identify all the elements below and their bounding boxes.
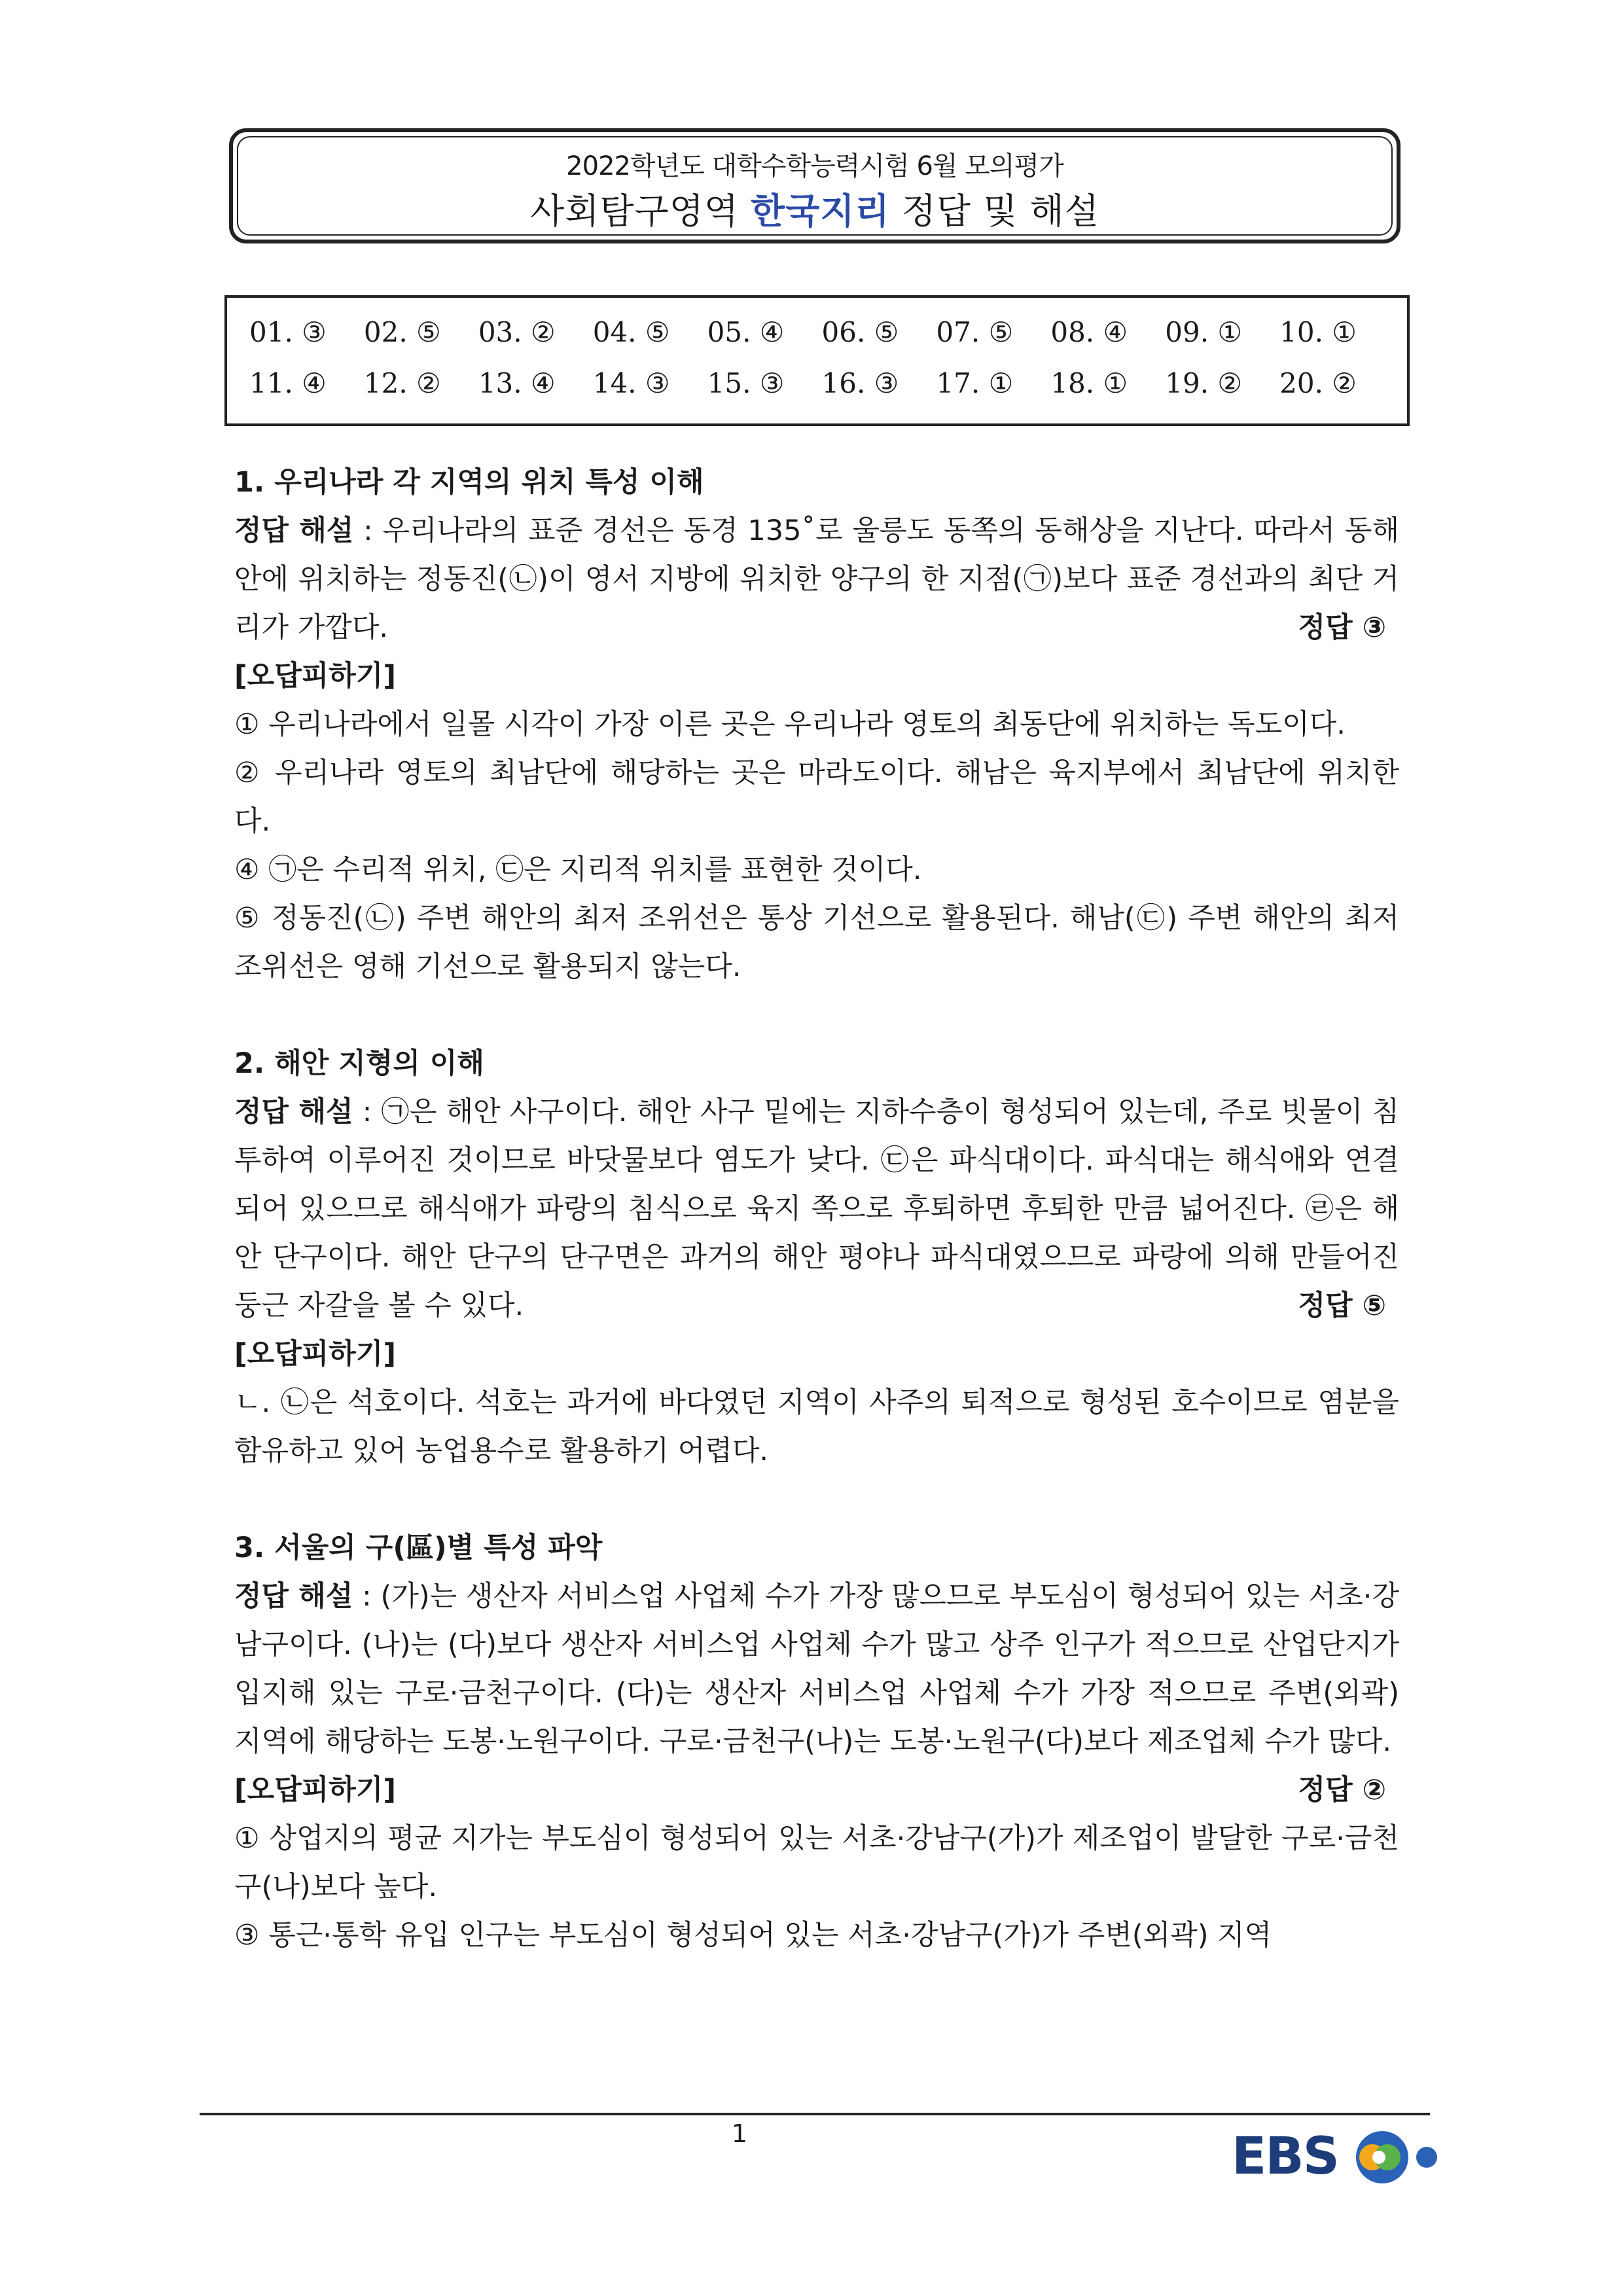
answer-cell: 14. ③ xyxy=(592,367,670,399)
answer-cell: 06. ⑤ xyxy=(821,316,899,348)
explanation-paragraph xyxy=(234,507,1399,652)
answer-key-table xyxy=(224,295,1410,426)
ebs-logo xyxy=(1232,2118,1448,2197)
answer-cell: 19. ② xyxy=(1165,367,1243,399)
footer-rule xyxy=(200,2113,1430,2115)
ebs-logo-text: EBS xyxy=(1232,2127,1338,2186)
wrong-answers-heading: [오답피하기] xyxy=(234,1774,396,1806)
page-number: 1 xyxy=(731,2119,748,2148)
wrong-answer-item: ⑤ 정동진(㉡) 주변 해안의 최저 조위선은 통상 기선으로 활용된다. 해남(㉢) 주변 해안의 최저 조위선은 영해 기선으로 활용되지 않는다. xyxy=(234,902,1399,983)
answer-cell: 07. ⑤ xyxy=(936,316,1014,348)
answer-cell: 17. ① xyxy=(936,367,1014,399)
title-suffix: 정답 및 해설 xyxy=(901,190,1099,232)
explanation-label: 정답 해설 xyxy=(234,1096,353,1128)
answer-cell: 15. ③ xyxy=(707,367,785,399)
answer-cell: 12. ② xyxy=(363,367,441,399)
answer-cell: 08. ④ xyxy=(1050,316,1128,348)
ebs-logo-circles-icon xyxy=(1232,2118,1448,2197)
answer-cell: 02. ⑤ xyxy=(363,316,441,348)
section-title: 3. 서울의 구(區)별 특성 파악 xyxy=(234,1532,603,1564)
answer-cell: 04. ⑤ xyxy=(592,316,670,348)
answer-cell: 01. ③ xyxy=(249,316,327,348)
answer-cell: 05. ④ xyxy=(707,316,785,348)
subject-title xyxy=(233,183,1397,234)
explanation-label: 정답 해설 xyxy=(234,1580,353,1613)
answer-cell: 10. ① xyxy=(1279,316,1357,348)
wrong-answer-item: ㄴ. ㉡은 석호이다. 석호는 과거에 바다였던 지역이 사주의 퇴적으로 형성된 호수이므로 염분을 함유하고 있어 농업용수로 활용하기 어렵다. xyxy=(234,1386,1399,1467)
wrong-answers-heading: [오답피하기] xyxy=(234,660,396,692)
section-title: 1. 우리나라 각 지역의 위치 특성 이해 xyxy=(234,466,704,499)
explanation-label: 정답 해설 xyxy=(234,514,354,547)
answer-row-1 xyxy=(249,316,1394,358)
wrong-answer-item: ④ ㉠은 수리적 위치, ㉢은 지리적 위치를 표현한 것이다. xyxy=(234,853,922,886)
section-2 xyxy=(234,1039,1399,1475)
section-3 xyxy=(234,1524,1399,1960)
answer-tag: 정답 ⑤ xyxy=(1298,1289,1386,1322)
explanations xyxy=(234,458,1399,1960)
explanation-text: : ㉠은 해안 사구이다. 해안 사구 밑에는 지하수층이 형성되어 있는데, 주로 빗물이 침투하여 이루어진 것이므로 바닷물보다 염도가 낮다. ㉢은 파식대이다. 파식대는 해식애와 연결되어 있으므로 해식애가 파랑의 침식으로 육지 쪽으로 후퇴하면 후퇴한 만큼 넓어진다. ㉣은 해안 단구이다. 해안 단구의 단구면은 과거의 해안 평야나 파식대였으므로 파랑에 의해 만들어진 둥근 자갈을 볼 수 있다. xyxy=(234,1096,1400,1322)
answer-tag: 정답 ② xyxy=(1298,1774,1386,1806)
answer-cell: 20. ② xyxy=(1279,367,1357,399)
wrong-answer-item: ① 우리나라에서 일몰 시각이 가장 이른 곳은 우리나라 영토의 최동단에 위치하는 독도이다. xyxy=(234,708,1346,741)
wrong-answer-item: ③ 통근·통학 유입 인구는 부도심이 형성되어 있는 서초·강남구(가)가 주변(외곽) 지역 xyxy=(234,1919,1272,1952)
answer-cell: 18. ① xyxy=(1050,367,1128,399)
area-label: 사회탐구영역 xyxy=(530,190,740,232)
answer-cell: 13. ④ xyxy=(478,367,556,399)
answer-tag: 정답 ③ xyxy=(1298,611,1386,644)
explanation-text: : (가)는 생산자 서비스업 사업체 수가 가장 많으므로 부도심이 형성되어 있는 서초·강남구이다. (나)는 (다)보다 생산자 서비스업 사업체 수가 많고 상주 인구가 적으므로 산업단지가 입지해 있는 구로·금천구이다. (다)는 생산자 서비스업 사업체 수가 가장 적으므로 주변(외곽) 지역에 해당하는 도봉·노원구이다. 구로·금천구(나)는 도봉·노원구(다)보다 제조업체 수가 많다. xyxy=(234,1580,1400,1758)
wrong-answer-item: ② 우리나라 영토의 최남단에 해당하는 곳은 마라도이다. 해남은 육지부에서 최남단에 위치한다. xyxy=(234,757,1399,838)
answer-cell: 09. ① xyxy=(1165,316,1243,348)
subject-label: 한국지리 xyxy=(751,190,890,232)
wrong-answer-item: ① 상업지의 평균 지가는 부도심이 형성되어 있는 서초·강남구(가)가 제조업이 발달한 구로·금천구(나)보다 높다. xyxy=(234,1822,1399,1903)
answer-cell: 11. ④ xyxy=(249,367,327,399)
answer-cell: 03. ② xyxy=(478,316,556,348)
explanation-paragraph xyxy=(234,1088,1399,1330)
answer-row-2 xyxy=(249,367,1394,409)
section-1 xyxy=(234,458,1399,991)
exam-title: 2022학년도 대학수학능력시험 6월 모의평가 xyxy=(566,151,1063,181)
wrong-answers-heading: [오답피하기] xyxy=(234,1338,396,1371)
section-title: 2. 해안 지형의 이해 xyxy=(234,1047,484,1080)
answer-cell: 16. ③ xyxy=(821,367,899,399)
title-box xyxy=(229,128,1400,243)
explanation-text: : 우리나라의 표준 경선은 동경 135˚로 울릉도 동쪽의 동해상을 지난다. 따라서 동해안에 위치하는 정동진(㉡)이 영서 지방에 위치한 양구의 한 지점(㉠)보다 표준 경선과의 최단 거리가 가깝다. xyxy=(234,514,1399,644)
